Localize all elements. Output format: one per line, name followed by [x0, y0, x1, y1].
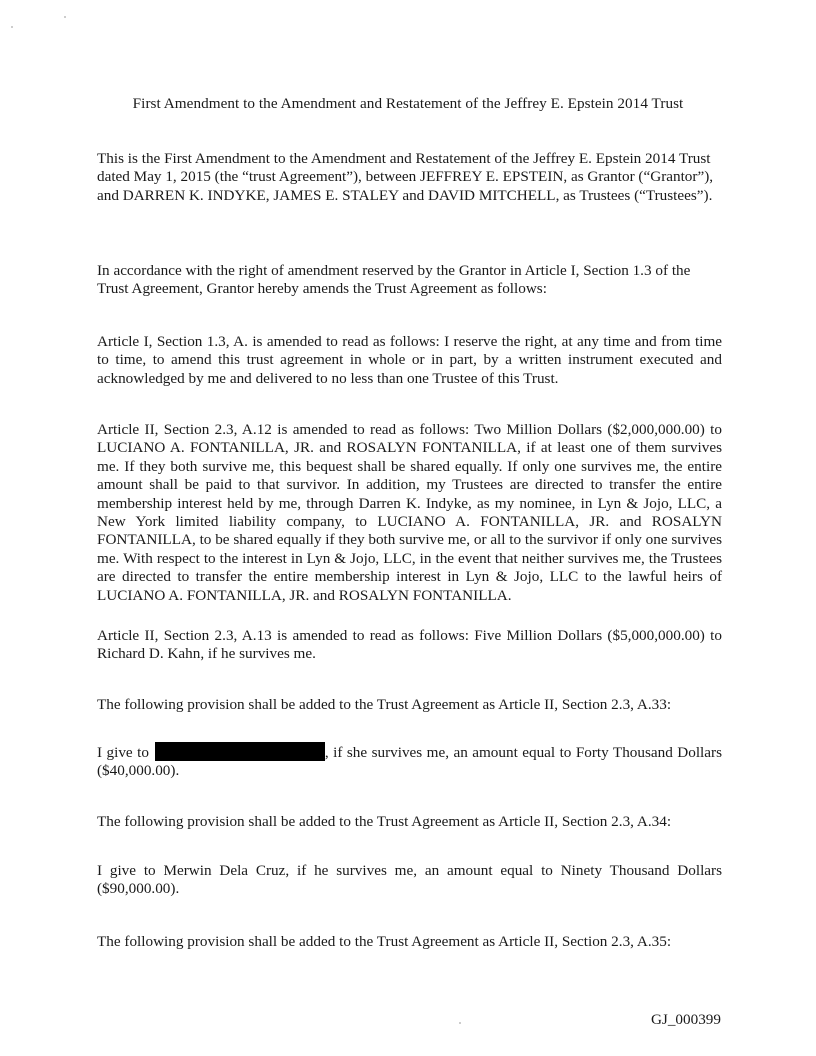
article-2-section-2-3-a12-paragraph: Article II, Section 2.3, A.12 is amended to read as follows: Two Million Dollars ($2,000,000.00) to LUCIANO A. FONTANILLA, JR. and ROSALYN FONTANILLA, if at least one of them survives me. If they both survive me, this bequest shall be shared equally. If only one survives me, the entire amount shall be paid to that survivor. In addition, my Trustees are directed to transfer the entire membership interest held by me, through Darren K. Indyke, as my nominee, in Lyn & Jojo, LLC, a New York limited liability company, to LUCIANO A. FONTANILLA, JR. and ROSALYN FONTANILLA, to be shared equally if they both survive me, or all to the survivor if only one survives me. With respect to the interest in Lyn & Jojo, LLC, in the event that neither survives me, the Trustees are directed to transfer the entire membership interest in Lyn & Jojo, LLC to the lawful heirs of LUCIANO A. FONTANILLA, JR. and ROSALYN FONTANILLA. — [97, 421, 722, 604]
provision-a33-paragraph: The following provision shall be added to the Trust Agreement as Article II, Section 2.3, A.33: — [97, 696, 672, 713]
accordance-paragraph: In accordance with the right of amendment reserved by the Grantor in Article I, Section 1.3 of the Trust Agreement, Grantor hereby amends the Trust Agreement as follows: — [97, 262, 691, 298]
gift-a33-paragraph — [97, 742, 722, 781]
scan-speck — [64, 16, 66, 18]
gift-a33-suffix: , if she survives me, an amount equal to Forty Thousand Dollars ($40,000.00). — [97, 744, 722, 780]
intro-paragraph: This is the First Amendment to the Amendment and Restatement of the Jeffrey E. Epstein 2014 Trust dated May 1, 2015 (the “trust Agreement”), between JEFFREY E. EPSTEIN, as Grantor (“Grantor”), and DARREN K. INDYKE, JAMES E. STALEY and DAVID MITCHELL, as Trustees (“Trustees”). — [97, 150, 714, 204]
bates-number: GJ_000399 — [650, 1011, 721, 1028]
document-title: First Amendment to the Amendment and Restatement of the Jeffrey E. Epstein 2014 Trust — [132, 95, 684, 112]
provision-a35-paragraph: The following provision shall be added to the Trust Agreement as Article II, Section 2.3, A.35: — [97, 933, 672, 950]
scan-speck — [11, 26, 13, 28]
redaction-bar — [155, 742, 325, 761]
gift-a33-prefix: I give to — [97, 744, 149, 761]
article-2-section-2-3-a13-paragraph: Article II, Section 2.3, A.13 is amended to read as follows: Five Million Dollars ($5,000,000.00) to Richard D. Kahn, if he survives me. — [97, 627, 722, 663]
provision-a34-paragraph: The following provision shall be added to the Trust Agreement as Article II, Section 2.3, A.34: — [97, 813, 672, 830]
scan-speck — [459, 1022, 461, 1024]
article-1-section-1-3-paragraph: Article I, Section 1.3, A. is amended to read as follows: I reserve the right, at any time and from time to time, to amend this trust agreement in whole or in part, by a written instrument executed and acknowledged by me and delivered to no less than one Trustee of this Trust. — [97, 333, 722, 387]
gift-a34-paragraph: I give to Merwin Dela Cruz, if he survives me, an amount equal to Ninety Thousand Dollars ($90,000.00). — [97, 862, 722, 898]
